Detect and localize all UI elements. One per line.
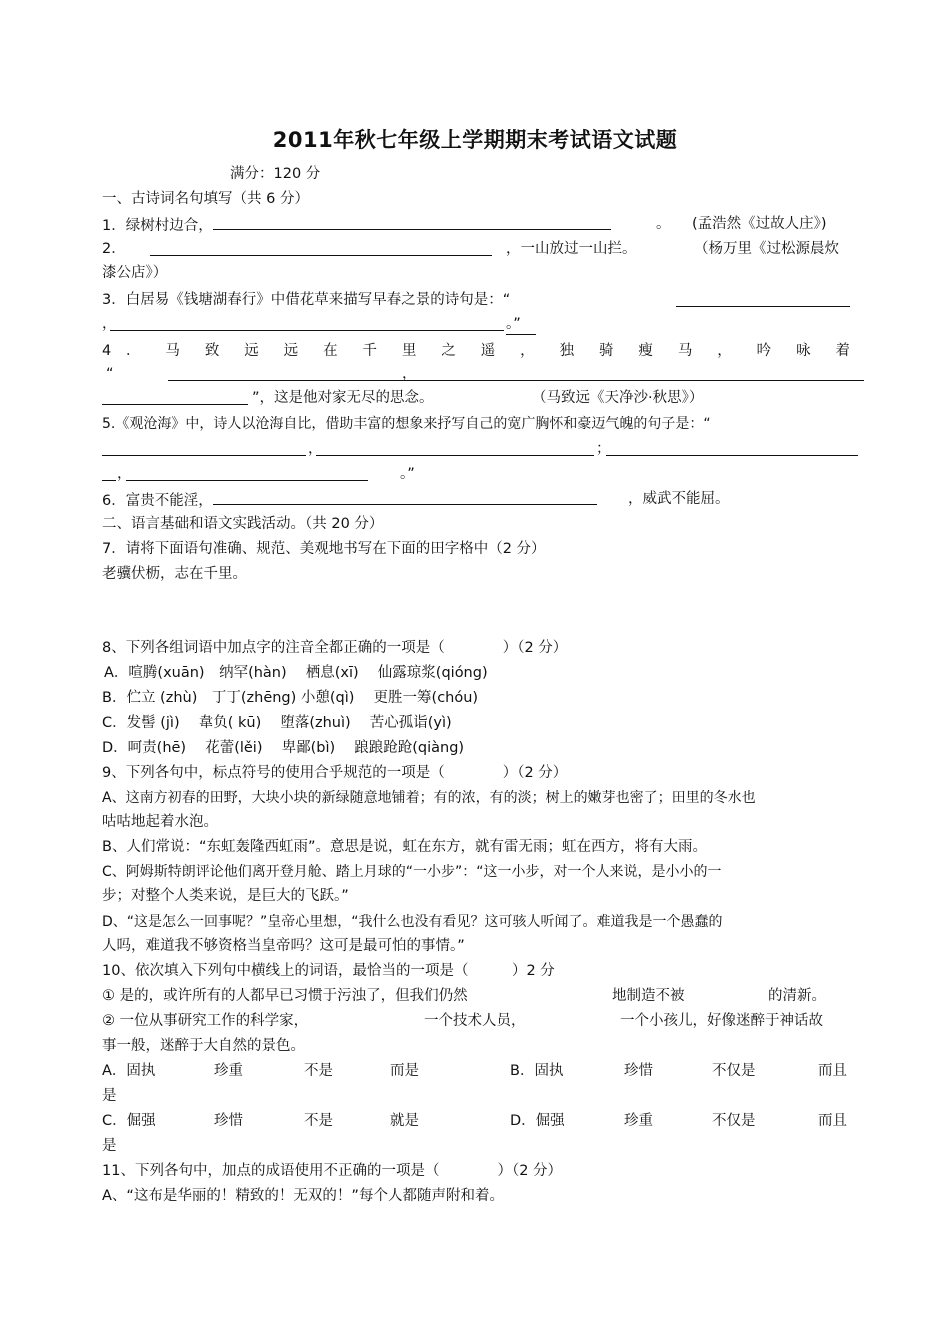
q1-end: 。 bbox=[656, 216, 671, 232]
q10-sentence2-b: 一个技术人员， bbox=[424, 1013, 526, 1029]
q3-blank2[interactable] bbox=[110, 314, 504, 331]
q4-blank2[interactable] bbox=[102, 388, 248, 405]
q10-option-c-4: 就是 bbox=[390, 1113, 419, 1129]
q5-end: 。” bbox=[400, 466, 415, 482]
q9-option-a-cont: 咕咕地起着水泡。 bbox=[102, 814, 218, 830]
q10-sentence2-c: 一个小孩儿，好像迷醉于神话故 bbox=[620, 1013, 823, 1029]
question-6 bbox=[102, 489, 597, 511]
q10-option-d-tail: 是 bbox=[102, 1138, 117, 1154]
q5-blank2[interactable] bbox=[316, 439, 594, 456]
q9-option-a: A、这南方初春的田野，大块小块的新绿随意地铺着；有的浓，有的淡；树上的嫩芽也密了；田里的冬水也 bbox=[102, 790, 756, 806]
q7-text: 老骥伏枥，志在千里。 bbox=[102, 566, 247, 582]
q10-option-c-2: 珍惜 bbox=[214, 1113, 243, 1129]
q10-option-d-1: D．倔强 bbox=[510, 1113, 565, 1129]
q2-source2: 漆公店》） bbox=[102, 265, 168, 281]
q10-sentence2-cont: 事一般，迷醉于大自然的景色。 bbox=[102, 1038, 305, 1054]
q3-blank1[interactable] bbox=[676, 290, 850, 307]
q8-option-b: B．伫立 (zhù) 丁丁(zhēng) 小憩(qì) 更胜一筹(chóu) bbox=[102, 690, 479, 706]
question-8: 8、下列各组词语中加点字的注音全都正确的一项是（ ）（2 分） bbox=[102, 640, 568, 656]
q10-option-b-tail: 是 bbox=[102, 1088, 117, 1104]
question-9: 9、下列各句中，标点符号的使用合乎规范的一项是（ ）（2 分） bbox=[102, 765, 568, 781]
q10-option-b-1: B．固执 bbox=[510, 1063, 564, 1079]
q4-quote: “ bbox=[106, 366, 114, 382]
q5-blank3[interactable] bbox=[606, 439, 858, 456]
q11-option-a: A、“这布是华丽的！精致的！无双的！”每个人都随声附和着。 bbox=[102, 1188, 504, 1204]
q5-semicolon: ； bbox=[596, 441, 611, 457]
q2-source: （杨万里《过松源晨炊 bbox=[694, 241, 839, 257]
q2-text: 2． bbox=[102, 241, 126, 257]
full-score: 满分：120 分 bbox=[230, 166, 321, 182]
question-7: 7．请将下面语句准确、规范、美观地书写在下面的田字格中（2 分） bbox=[102, 541, 546, 557]
page-title: 2011年秋七年级上学期期末考试语文试题 bbox=[272, 128, 678, 152]
q2-blank[interactable] bbox=[150, 239, 492, 256]
q8-option-d: D．呵责(hē) 花蕾(lěi) 卑鄙(bì) 踉踉跄跄(qiàng) bbox=[102, 740, 465, 756]
q4-source: （马致远《天净沙·秋思》） bbox=[532, 390, 704, 406]
question-10: 10、依次填入下列句中横线上的词语，最恰当的一项是（ ）2 分 bbox=[102, 963, 555, 979]
q10-option-b-2: 珍惜 bbox=[624, 1063, 653, 1079]
section2-heading: 二、语言基础和语文实践活动。（共 20 分） bbox=[102, 516, 384, 532]
question-2 bbox=[102, 239, 126, 259]
section1-heading: 一、古诗词名句填写（共 6 分） bbox=[102, 191, 309, 207]
q10-option-d-4: 而且 bbox=[818, 1113, 847, 1129]
q10-option-a-4: 而是 bbox=[390, 1063, 419, 1079]
q5-blank1[interactable] bbox=[102, 439, 306, 456]
q10-option-b-3: 不仅是 bbox=[712, 1063, 756, 1079]
q8-option-a: A．喧腾(xuān) 纳罕(hàn) 栖息(xī) 仙露琼浆(qióng) bbox=[104, 665, 488, 681]
q8-option-c: C．发髻 (jì) 韋负( kū) 堕落(zhuì) 苦心孤诣(yì) bbox=[102, 715, 452, 731]
q10-option-a-3: 不是 bbox=[304, 1063, 333, 1079]
q9-option-d: D、“这是怎么一回事呢？”皇帝心里想，“我什么也没有看见？这可骇人听闻了。难道我是一个愚蠢的 bbox=[102, 914, 723, 930]
q10-option-c-3: 不是 bbox=[304, 1113, 333, 1129]
q9-option-d-cont: 人吗，难道我不够资格当皇帝吗？这可是最可怕的事情。” bbox=[102, 938, 465, 954]
q9-option-c: C、阿姆斯特朗评论他们离开登月舱、踏上月球的“一小步”：“这一小步，对一个人来说，是小小的一 bbox=[102, 864, 722, 880]
q10-option-a-1: A．固执 bbox=[102, 1063, 156, 1079]
q2-text2: ，一山放过一山拦。 bbox=[506, 241, 637, 257]
q4-text: ”，这是他对家无尽的思念。 bbox=[252, 390, 434, 406]
q10-sentence1: ① 是的，或许所有的人都早已习惯于污浊了，但我们仍然 bbox=[102, 988, 468, 1004]
q10-sentence1-c: 的清新。 bbox=[768, 988, 826, 1004]
q10-option-b-4: 而且 bbox=[818, 1063, 847, 1079]
q5-blank4[interactable] bbox=[126, 464, 368, 481]
q9-option-c-cont: 步；对整个人类来说，是巨大的飞跃。” bbox=[102, 888, 349, 904]
q4-comma: ， bbox=[402, 366, 417, 382]
q10-option-d-2: 珍重 bbox=[624, 1113, 653, 1129]
q1-blank[interactable] bbox=[213, 214, 611, 230]
q10-sentence2: ② 一位从事研究工作的科学家， bbox=[102, 1013, 309, 1029]
q3-comma: ， bbox=[102, 316, 117, 332]
question-3: 3．白居易《钱塘湖春行》中借花草来描写早春之景的诗句是：“ bbox=[102, 292, 511, 308]
q3-end: 。” bbox=[506, 314, 536, 335]
q5-comma: ， bbox=[308, 441, 323, 457]
question-1 bbox=[102, 214, 611, 236]
q6-text2: ，威武不能屈。 bbox=[628, 491, 730, 507]
question-5: 5.《观沧海》中，诗人以沧海自比，借助丰富的想象来抒写自己的宽广胸怀和豪迈气魄的句子是：“ bbox=[102, 416, 711, 432]
q9-option-b: B、人们常说：“东虹轰隆西虹雨”。意思是说，虹在东方，就有雷无雨；虹在西方，将有大雨。 bbox=[102, 839, 707, 855]
q10-sentence1-b: 地制造不被 bbox=[612, 988, 685, 1004]
question-11: 11、下列各句中，加点的成语使用不正确的一项是（ ）（2 分） bbox=[102, 1163, 563, 1179]
q10-option-c-1: C．倔强 bbox=[102, 1113, 156, 1129]
q10-option-a-2: 珍重 bbox=[214, 1063, 243, 1079]
q1-text: 1．绿树村边合， bbox=[102, 218, 213, 234]
q4-blank1[interactable] bbox=[168, 364, 864, 381]
q1-source: (孟浩然《过故人庄》) bbox=[692, 216, 827, 232]
q5-comma2: ， bbox=[117, 466, 132, 482]
q10-option-d-3: 不仅是 bbox=[712, 1113, 756, 1129]
q6-text: 6．富贵不能淫， bbox=[102, 493, 213, 509]
q5-blank4a[interactable] bbox=[102, 464, 116, 481]
question-4: 4 ． 马 致 远 远 在 千 里 之 遥 ， 独 骑 瘦 马 ， 吟 咏 着 bbox=[102, 343, 850, 359]
q6-blank[interactable] bbox=[213, 489, 597, 505]
